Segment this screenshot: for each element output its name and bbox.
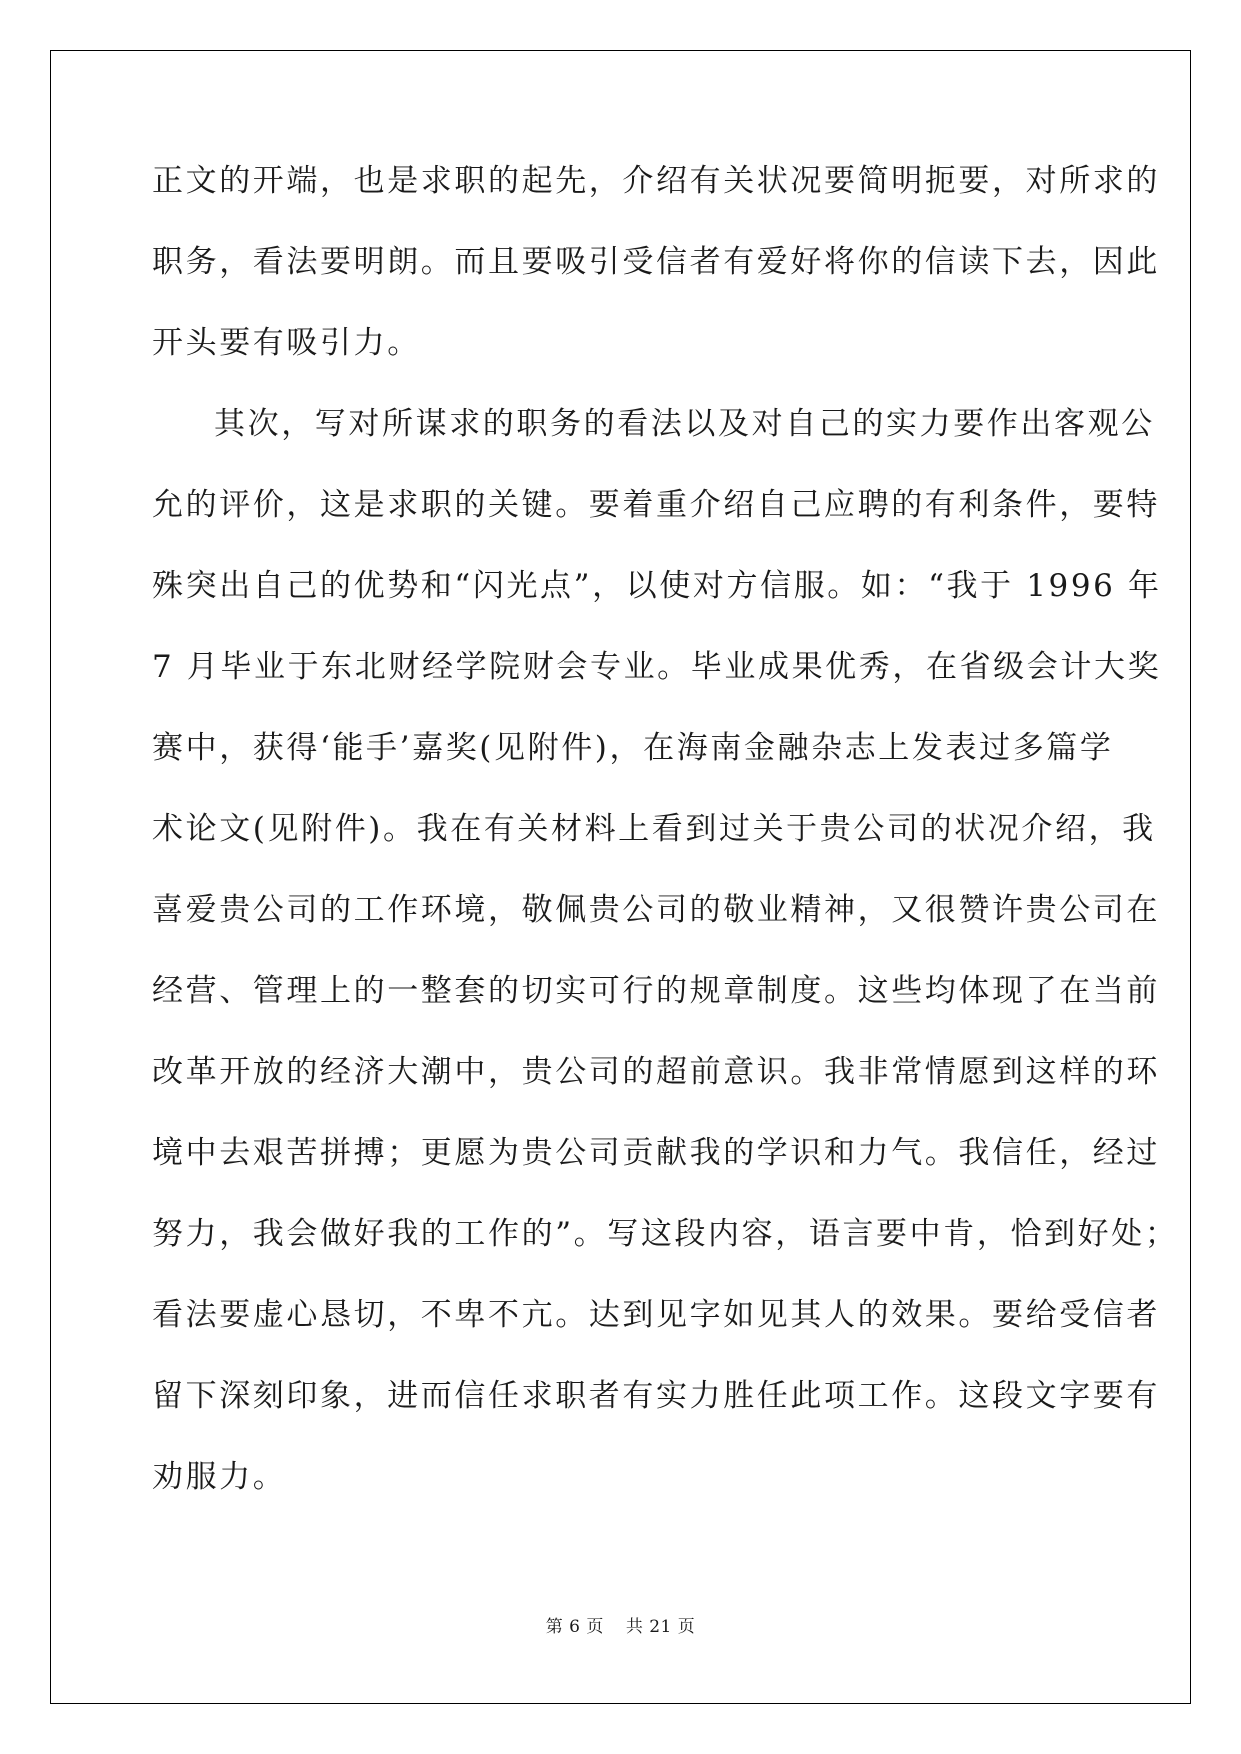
paragraph-start-line: 其次，写对所谋求的职务的看法以及对自己的实力要作出客观公 [214, 406, 1155, 442]
document-body [152, 162, 1179, 1539]
text-line: 努力，我会做好我的工作的”。写这段内容，语言要中肯，恰到好处； [152, 1216, 1179, 1252]
current-page-number: 第 6 页 [545, 1617, 604, 1637]
text-line: 看法要虚心恳切，不卑不亢。达到见字如见其人的效果。要给受信者 [152, 1297, 1160, 1333]
text-line: 劝服力。 [152, 1459, 287, 1495]
text-line: 开头要有吸引力。 [152, 325, 421, 361]
text-line: 正文的开端，也是求职的起先，介绍有关状况要简明扼要，对所求的 [152, 163, 1160, 199]
total-pages: 共 21 页 [625, 1617, 696, 1637]
page-footer [0, 1612, 1241, 1637]
text-line: 7 月毕业于东北财经学院财会专业。毕业成果优秀，在省级会计大奖 [152, 649, 1162, 685]
text-line: 经营、管理上的一整套的切实可行的规章制度。这些均体现了在当前 [152, 973, 1160, 1009]
text-line: 允的评价，这是求职的关键。要着重介绍自己应聘的有利条件，要特 [152, 487, 1160, 523]
text-line: 喜爱贵公司的工作环境，敬佩贵公司的敬业精神，又很赞许贵公司在 [152, 892, 1160, 928]
text-line: 术论文(见附件)。我在有关材料上看到过关于贵公司的状况介绍，我 [152, 811, 1156, 847]
text-line: 境中去艰苦拼搏；更愿为贵公司贡献我的学识和力气。我信任，经过 [152, 1135, 1160, 1171]
text-line: 改革开放的经济大潮中，贵公司的超前意识。我非常情愿到这样的环 [152, 1054, 1160, 1090]
text-line: 职务，看法要明朗。而且要吸引受信者有爱好将你的信读下去，因此 [152, 244, 1160, 280]
text-line: 赛中，获得‘能手’嘉奖(见附件)，在海南金融杂志上发表过多篇学 [152, 730, 1114, 766]
text-line: 留下深刻印象，进而信任求职者有实力胜任此项工作。这段文字要有 [152, 1378, 1160, 1414]
text-line: 殊突出自己的优势和“闪光点”，以使对方信服。如：“我于 1996 年 [152, 568, 1162, 604]
